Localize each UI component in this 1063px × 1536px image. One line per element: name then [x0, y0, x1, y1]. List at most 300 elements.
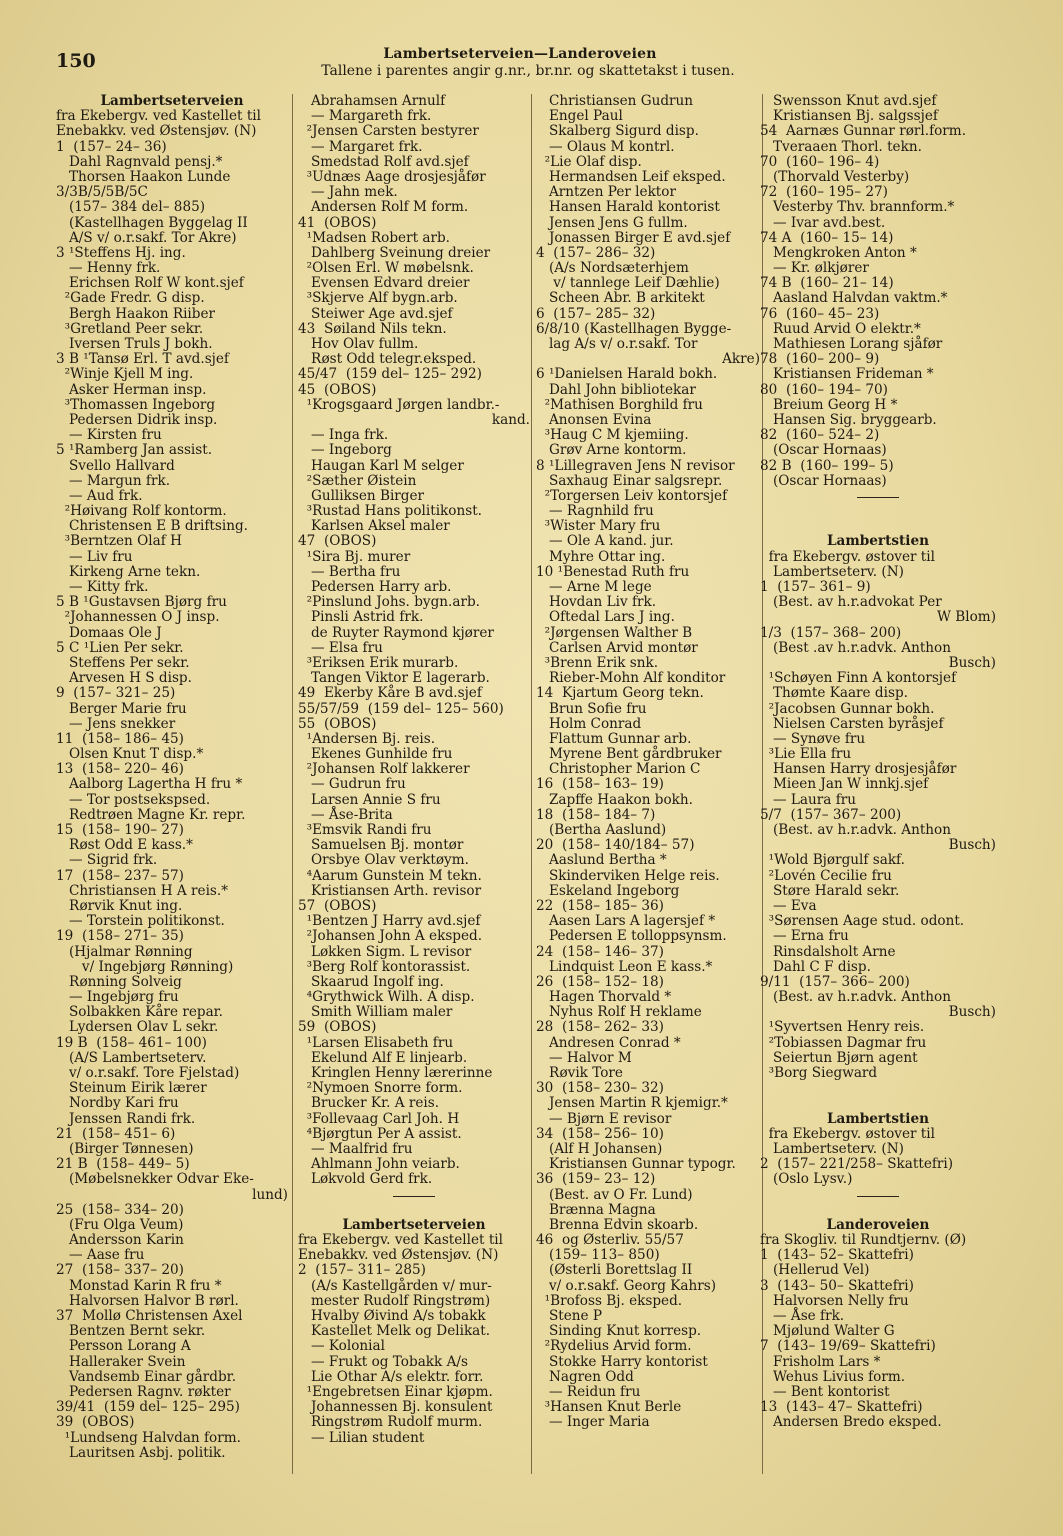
directory-line: — Kitty frk.: [56, 579, 149, 595]
directory-line: — Jens snekker: [56, 715, 176, 732]
directory-line: Vesterby Thv. brannform.*: [760, 199, 955, 216]
directory-line: (Alf H Johansen): [536, 1140, 663, 1157]
directory-line: [760, 1081, 996, 1096]
directory-line: Lambertseterv. (N): [760, 563, 904, 580]
directory-line: 34 (158– 256– 10): [536, 1125, 664, 1142]
directory-line: ³Berg Rolf kontorassist.: [298, 958, 471, 975]
directory-line: ²Torgersen Leiv kontorsjef: [536, 487, 728, 504]
directory-line: Hov Olav fullm.: [298, 336, 419, 352]
directory-line: Svello Hallvard: [56, 457, 175, 474]
directory-line: ¹Andersen Bj. reis.: [298, 730, 436, 747]
directory-line: 6 ¹Danielsen Harald bokh.: [536, 366, 718, 383]
directory-line: ²Jørgensen Walther B: [536, 624, 693, 641]
page-title: Lambertseterveien—Landeroveien: [383, 46, 657, 62]
directory-line: Vandsemb Einar gårdbr.: [56, 1368, 237, 1385]
directory-line: Evensen Edvard dreier: [298, 275, 470, 292]
directory-line: 13 (158– 220– 46): [56, 761, 184, 778]
directory-line: — Olaus M kontrl.: [536, 138, 675, 155]
directory-line: Ruud Arvid O elektr.*: [760, 320, 921, 337]
directory-line: ²Rydelius Arvid form.: [536, 1338, 692, 1355]
directory-line: 19 B (158– 461– 100): [56, 1034, 207, 1051]
directory-line: Dahl C F disp.: [760, 958, 871, 975]
directory-line: Busch): [948, 837, 996, 854]
directory-line: 5 ¹Ramberg Jan assist.: [56, 442, 213, 459]
directory-line: Halvorsen Halvor B rørl.: [56, 1292, 239, 1309]
directory-line: Kristiansen Bj. salgssjef: [760, 108, 938, 125]
directory-line: 36 (159– 23– 12): [536, 1171, 656, 1188]
street-heading: Lambertseterveien: [342, 1216, 486, 1233]
directory-line: ³Rustad Hans politikonst.: [298, 503, 482, 520]
directory-line: ²Nymoen Snorre form.: [298, 1080, 463, 1097]
directory-line: A/S v/ o.r.sakf. Tor Akre): [56, 229, 237, 246]
directory-line: Anonsen Evina: [536, 411, 652, 428]
directory-line: kand.: [491, 411, 530, 428]
directory-line: Lauritsen Asbj. politik.: [56, 1444, 226, 1461]
directory-line: 37 Mollø Christensen Axel: [56, 1308, 243, 1324]
directory-line: ¹Syvertsen Henry reis.: [760, 1019, 925, 1036]
page-number: 150: [56, 50, 96, 72]
directory-line: ¹Sira Bj. murer: [298, 548, 411, 565]
directory-line: Bentzen Bernt sekr.: [56, 1323, 206, 1340]
directory-line: ²Lie Olaf disp.: [536, 153, 642, 170]
directory-line: Nielsen Carsten byråsjef: [760, 715, 944, 732]
directory-line: (Hjalmar Rønning: [56, 943, 193, 960]
directory-line: ⁴Grythwick Wilh. A disp.: [298, 989, 475, 1006]
directory-line: 5 C ¹Lien Per sekr.: [56, 639, 184, 656]
directory-line: — Torstein politikonst.: [56, 913, 225, 930]
directory-line: Myrene Bent gårdbruker: [536, 746, 722, 763]
directory-line: ³Udnæs Aage drosjesjåfør: [298, 168, 486, 185]
directory-line: Frisholm Lars *: [760, 1353, 881, 1370]
directory-line: Mjølund Walter G: [760, 1323, 895, 1340]
directory-line: ²Sæther Øistein: [298, 472, 417, 489]
directory-line: Engel Paul: [536, 108, 623, 125]
directory-line: Kristiansen Frideman *: [760, 366, 934, 383]
directory-line: Halvorsen Nelly fru: [760, 1292, 909, 1309]
directory-line: Andersen Bredo eksped.: [760, 1414, 942, 1431]
directory-line: — Sigrid frk.: [56, 852, 158, 869]
directory-line: Busch): [948, 654, 996, 671]
directory-line: 11 (158– 186– 45): [56, 730, 184, 747]
directory-line: — Elsa fru: [298, 639, 383, 656]
directory-line: — Inga frk.: [298, 427, 389, 444]
column-divider: [531, 94, 532, 1474]
directory-line: 3 ¹Steffens Hj. ing.: [56, 244, 186, 261]
directory-line: Røst Odd E kass.*: [56, 837, 193, 854]
directory-line: ²Olsen Erl. W møbelsnk.: [298, 260, 474, 277]
directory-line: 74 B (160– 21– 14): [760, 275, 894, 292]
directory-line: 76 (160– 45– 23): [760, 305, 880, 322]
directory-line: 5/7 (157– 367– 200): [760, 806, 902, 823]
directory-line: — Bertha fru: [298, 563, 401, 580]
directory-line: v/ o.r.sakf. Georg Kahrs): [536, 1277, 717, 1294]
directory-line: 21 B (158– 449– 5): [56, 1156, 190, 1173]
directory-line: 7 (143– 19/69– Skattefri): [760, 1338, 936, 1355]
directory-line: Brenna Edvin skoarb.: [536, 1216, 699, 1233]
directory-line: Hvalby Øivind A/s tobakk: [298, 1308, 486, 1324]
column-divider: [292, 94, 293, 1474]
separator: [298, 1188, 530, 1203]
directory-line: Brænna Magna: [536, 1201, 656, 1218]
directory-line: Hansen Harald kontorist: [536, 199, 720, 216]
directory-line: ²Mathisen Borghild fru: [536, 396, 703, 413]
directory-line: fra Skogliv. til Rundtjernv. (Ø): [760, 1232, 967, 1249]
directory-line: 45 (OBOS): [298, 381, 377, 398]
directory-line: ¹Brofoss Bj. eksped.: [536, 1292, 683, 1309]
directory-line: ³Emsvik Randi fru: [298, 822, 432, 838]
directory-line: Halleraker Svein: [56, 1353, 186, 1370]
directory-line: fra Ekebergv. ved Kastellet til: [56, 108, 261, 125]
directory-line: Enebakkv. ved Østensjøv. (N): [56, 123, 257, 140]
directory-line: [298, 1203, 530, 1218]
directory-line: Hansen Sig. bryggearb.: [760, 411, 937, 428]
directory-line: (Best .av h.r.advk. Anthon: [760, 639, 951, 656]
directory-line: Saxhaug Einar salgsrepr.: [536, 472, 723, 489]
directory-line: Orsbye Olav verktøym.: [298, 852, 469, 869]
directory-line: ²Tobiassen Dagmar fru: [760, 1034, 927, 1051]
directory-line: (Best. av h.r.advk. Anthon: [760, 822, 951, 838]
directory-line: Andresen Conrad *: [536, 1034, 681, 1051]
column-4: [760, 94, 996, 1431]
directory-line: — Bent kontorist: [760, 1383, 890, 1400]
directory-line: 82 (160– 524– 2): [760, 427, 880, 444]
directory-line: Haugan Karl M selger: [298, 457, 464, 474]
directory-line: Redtrøen Magne Kr. repr.: [56, 806, 246, 823]
directory-line: Breium Georg H *: [760, 396, 898, 413]
directory-line: 78 (160– 200– 9): [760, 351, 880, 368]
directory-line: 54 Aarnæs Gunnar rørl.form.: [760, 123, 967, 140]
directory-line: — Ingebjørg fru: [56, 989, 179, 1006]
directory-line: ²Høivang Rolf kontorm.: [56, 503, 227, 520]
directory-line: Ringstrøm Rudolf murm.: [298, 1414, 483, 1431]
directory-line: ¹Wold Bjørgulf sakf.: [760, 852, 905, 869]
directory-line: (A/s Kastellgården v/ mur-: [298, 1277, 492, 1294]
directory-line: 18 (158– 184– 7): [536, 806, 656, 823]
directory-line: Johannessen Bj. konsulent: [298, 1399, 493, 1416]
directory-line: 41 (OBOS): [298, 214, 377, 231]
directory-line: (Møbelsnekker Odvar Eke-: [56, 1171, 254, 1188]
directory-line: ³Sørensen Aage stud. odont.: [760, 913, 965, 930]
directory-line: Pedersen Harry arb.: [298, 579, 452, 595]
directory-line: Pedersen E tolloppsynsm.: [536, 928, 727, 945]
directory-line: — Åse-Brita: [298, 806, 393, 823]
directory-line: (Best. av h.r.advk. Anthon: [760, 989, 951, 1006]
directory-line: Skalberg Sigurd disp.: [536, 123, 699, 140]
directory-line: 30 (158– 230– 32): [536, 1080, 664, 1097]
directory-line: 59 (OBOS): [298, 1019, 377, 1036]
directory-line: 24 (158– 146– 37): [536, 943, 664, 960]
directory-line: W Blom): [936, 609, 996, 626]
directory-line: Andersen Rolf M form.: [298, 199, 469, 216]
directory-line: 21 (158– 451– 6): [56, 1125, 176, 1142]
directory-line: 55 (OBOS): [298, 715, 377, 732]
directory-line: (Fru Olga Veum): [56, 1216, 184, 1233]
directory-line: 26 (158– 152– 18): [536, 973, 664, 990]
directory-line: Sinding Knut korresp.: [536, 1323, 702, 1340]
directory-line: ³Berntzen Olaf H: [56, 533, 182, 550]
directory-line: (Oscar Hornaas): [760, 442, 887, 459]
directory-line: Dahl Ragnvald pensj.*: [56, 153, 223, 170]
directory-line: (Birger Tønnesen): [56, 1140, 194, 1157]
directory-line: v/ o.r.sakf. Tore Fjelstad): [56, 1065, 240, 1081]
directory-line: Støre Harald sekr.: [760, 882, 900, 899]
directory-line: Ekenes Gunhilde fru: [298, 746, 453, 763]
directory-line: [760, 519, 996, 534]
directory-line: Steinum Eirik lærer: [56, 1080, 207, 1097]
directory-line: Nagren Odd: [536, 1368, 634, 1385]
directory-line: 25 (158– 334– 20): [56, 1201, 184, 1218]
directory-line: 46 og Østerliv. 55/57: [536, 1232, 684, 1249]
directory-line: Monstad Karin R fru *: [56, 1277, 222, 1294]
directory-line: Hansen Harry drosjesjåfør: [760, 761, 957, 778]
directory-line: Eskeland Ingeborg: [536, 882, 680, 899]
directory-line: Brucker Kr. A reis.: [298, 1095, 440, 1112]
directory-line: Myhre Ottar ing.: [536, 548, 666, 565]
directory-line: — Synøve fru: [760, 730, 866, 747]
directory-line: (Kastellhagen Byggelag II: [56, 214, 248, 231]
directory-line: Pinsli Astrid frk.: [298, 609, 424, 626]
directory-line: Wehus Livius form.: [760, 1368, 906, 1385]
directory-line: Mengkroken Anton *: [760, 244, 917, 261]
directory-line: Olsen Knut T disp.*: [56, 746, 204, 763]
directory-line: Hovdan Liv frk.: [536, 594, 657, 611]
directory-line: Kirkeng Arne tekn.: [56, 563, 201, 580]
directory-line: Pedersen Didrik insp.: [56, 411, 218, 428]
directory-line: Rinsdalsholt Arne: [760, 943, 896, 960]
street-heading: Lambertstien: [827, 1110, 929, 1127]
directory-line: Stokke Harry kontorist: [536, 1353, 708, 1370]
directory-line: Flattum Gunnar arb.: [536, 730, 692, 747]
directory-line: lag A/s v/ o.r.sakf. Tor: [536, 336, 698, 352]
directory-line: Smith William maler: [298, 1004, 453, 1021]
directory-line: Rieber-Mohn Alf konditor: [536, 670, 726, 687]
directory-line: — Jahn mek.: [298, 184, 398, 201]
directory-line: Nyhus Rolf H reklame: [536, 1004, 702, 1021]
directory-line: — Inger Maria: [536, 1414, 650, 1431]
directory-line: Dahl John bibliotekar: [536, 381, 696, 398]
directory-line: Aasland Halvdan vaktm.*: [760, 290, 948, 307]
directory-line: 82 B (160– 199– 5): [760, 457, 894, 474]
directory-line: (Bertha Aaslund): [536, 822, 667, 838]
directory-line: [760, 1203, 996, 1218]
directory-line: 15 (158– 190– 27): [56, 822, 184, 838]
directory-line: ¹Engebretsen Einar kjøpm.: [298, 1383, 493, 1400]
directory-line: — Margaret frk.: [298, 138, 423, 155]
directory-line: — Lilian student: [298, 1429, 425, 1446]
directory-line: ³Skjerve Alf bygn.arb.: [298, 290, 458, 307]
directory-line: 6 (157– 285– 32): [536, 305, 656, 322]
directory-line: 28 (158– 262– 33): [536, 1019, 664, 1036]
directory-line: ³Eriksen Erik murarb.: [298, 654, 459, 671]
directory-line: Busch): [948, 1004, 996, 1021]
directory-line: Arntzen Per lektor: [536, 184, 676, 201]
directory-line: fra Ekebergv. østover til: [760, 548, 935, 565]
directory-line: Holm Conrad: [536, 715, 642, 732]
directory-line: fra Ekebergv. østover til: [760, 1125, 935, 1142]
directory-line: fra Ekebergv. ved Kastellet til: [298, 1232, 503, 1249]
directory-line: 10 ¹Benestad Ruth fru: [536, 563, 690, 580]
directory-line: Dahlberg Sveinung dreier: [298, 244, 491, 261]
directory-line: — Reidun fru: [536, 1383, 641, 1400]
separator: [760, 489, 996, 504]
directory-line: Kristiansen Gunnar typogr.: [536, 1156, 736, 1173]
directory-line: Tangen Viktor E lagerarb.: [298, 670, 490, 687]
directory-line: Jenssen Randi frk.: [56, 1110, 196, 1127]
directory-line: Lambertseterv. (N): [760, 1140, 904, 1157]
directory-line: Aasen Lars A lagersjef *: [536, 913, 716, 930]
directory-line: lund): [252, 1186, 288, 1203]
directory-line: 1/3 (157– 368– 200): [760, 624, 902, 641]
directory-line: ²Johansen John A eksped.: [298, 928, 483, 945]
directory-line: 45/47 (159 del– 125– 292): [298, 366, 482, 383]
directory-line: — Kirsten fru: [56, 427, 162, 444]
directory-line: Røst Odd telegr.eksped.: [298, 351, 477, 368]
directory-line: — Ragnhild fru: [536, 503, 654, 520]
directory-line: 3 B ¹Tansø Erl. T avd.sjef: [56, 351, 229, 368]
directory-line: 27 (158– 337– 20): [56, 1262, 184, 1279]
directory-line: (A/s Nordsæterhjem: [536, 260, 689, 277]
directory-line: 16 (158– 163– 19): [536, 776, 664, 793]
directory-line: Seiertun Bjørn agent: [760, 1049, 918, 1066]
directory-line: (157– 384 del– 885): [56, 199, 206, 216]
directory-line: — Eva: [760, 897, 817, 914]
directory-line: — Erna fru: [760, 928, 849, 945]
directory-line: Steiwer Age avd.sjef: [298, 305, 453, 322]
directory-line: Jensen Martin R kjemigr.*: [536, 1095, 728, 1112]
street-heading: Lambertseterveien: [100, 93, 244, 109]
directory-line: ³Wister Mary fru: [536, 518, 661, 535]
directory-line: — Ingeborg: [298, 442, 392, 459]
directory-line: Steffens Per sekr.: [56, 654, 190, 671]
directory-line: Rønning Solveig: [56, 973, 182, 990]
directory-line: 80 (160– 194– 70): [760, 381, 888, 398]
directory-line: 6/8/10 (Kastellhagen Bygge-: [536, 320, 732, 337]
directory-line: de Ruyter Raymond kjører: [298, 624, 494, 641]
directory-line: Andersson Karin: [56, 1232, 184, 1249]
directory-line: 14 Kjartum Georg tekn.: [536, 685, 704, 702]
directory-line: ⁴Bjørgtun Per A assist.: [298, 1125, 462, 1142]
directory-line: Nordby Kari fru: [56, 1095, 179, 1112]
directory-line: ²Jacobsen Gunnar bokh.: [760, 700, 935, 717]
directory-line: Grøv Arne kontorm.: [536, 442, 687, 459]
directory-line: Abrahamsen Arnulf: [298, 93, 446, 109]
directory-line: Bergh Haakon Riiber: [56, 305, 216, 322]
directory-line: 9/11 (157– 366– 200): [760, 973, 910, 990]
directory-line: 20 (158– 140/184– 57): [536, 837, 695, 854]
directory-line: — Liv fru: [56, 548, 133, 565]
directory-line: 5 B ¹Gustavsen Bjørg fru: [56, 594, 227, 611]
directory-line: ¹Krogsgaard Jørgen landbr.-: [298, 396, 500, 413]
directory-line: — Aase fru: [56, 1247, 145, 1264]
column-1: [56, 94, 288, 1461]
directory-line: Thorsen Haakon Lunde: [56, 168, 231, 185]
directory-line: 72 (160– 195– 27): [760, 184, 888, 201]
directory-line: Karlsen Aksel maler: [298, 518, 450, 535]
directory-line: — Frukt og Tobakk A/s: [298, 1353, 468, 1370]
directory-line: Christiansen Gudrun: [536, 93, 694, 109]
directory-line: (159– 113– 850): [536, 1247, 660, 1264]
directory-line: ¹Bentzen J Harry avd.sjef: [298, 913, 481, 930]
directory-line: (Thorvald Vesterby): [760, 168, 910, 185]
directory-line: Mathiesen Lorang sjåfør: [760, 336, 943, 352]
directory-line: Smedstad Rolf avd.sjef: [298, 153, 469, 170]
directory-line: (A/S Lambertseterv.: [56, 1049, 207, 1066]
directory-line: 39/41 (159 del– 125– 295): [56, 1399, 240, 1416]
directory-line: [760, 1096, 996, 1111]
directory-line: 13 (143– 47– Skattefri): [760, 1399, 923, 1416]
directory-line: Asker Herman insp.: [56, 381, 207, 398]
directory-line: ⁴Aarum Gunstein M tekn.: [298, 867, 482, 884]
directory-line: Christensen E B driftsing.: [56, 518, 248, 535]
directory-line: Lindquist Leon E kass.*: [536, 958, 713, 975]
directory-line: — Bjørn E revisor: [536, 1110, 672, 1127]
directory-line: 17 (158– 237– 57): [56, 867, 184, 884]
directory-line: ³Follevaag Carl Joh. H: [298, 1110, 460, 1127]
directory-line: Ahlmann John veiarb.: [298, 1156, 460, 1173]
directory-line: (Best. av O Fr. Lund): [536, 1186, 693, 1203]
directory-line: ³Borg Siegward: [760, 1065, 878, 1081]
separator: [760, 1188, 996, 1203]
directory-line: Erichsen Rolf W kont.sjef: [56, 275, 244, 292]
directory-line: ¹Lundseng Halvdan form.: [56, 1429, 241, 1446]
directory-line: Persson Lorang A: [56, 1338, 191, 1355]
directory-line: 3/3B/5/5B/5C: [56, 184, 148, 201]
directory-line: Berger Marie fru: [56, 700, 187, 717]
directory-line: Skaarud Ingolf ing.: [298, 973, 444, 990]
directory-line: Thømte Kaare disp.: [760, 685, 908, 702]
column-2: [298, 94, 530, 1446]
directory-line: — Tor postsekspsed.: [56, 791, 211, 808]
directory-line: Rørvik Knut ing.: [56, 897, 183, 914]
directory-line: Mieen Jan W innkj.sjef: [760, 776, 929, 793]
directory-line: — Margun frk.: [56, 472, 171, 489]
directory-line: Larsen Annie S fru: [298, 791, 441, 808]
directory-line: 74 A (160– 15– 14): [760, 229, 894, 246]
directory-line: Ekelund Alf E linjearb.: [298, 1049, 468, 1066]
directory-line: 3 (143– 50– Skattefri): [760, 1277, 914, 1294]
directory-line: Jensen Jens G fullm.: [536, 214, 688, 231]
directory-line: ²Jensen Carsten bestyrer: [298, 123, 479, 140]
directory-line: Oftedal Lars J ing.: [536, 609, 675, 626]
directory-line: 43 Søiland Nils tekn.: [298, 320, 447, 337]
directory-line: Skinderviken Helge reis.: [536, 867, 720, 884]
directory-line: Kringlen Henny lærerinne: [298, 1065, 493, 1081]
directory-line: — Laura fru: [760, 791, 856, 808]
directory-line: 1 (143– 52– Skattefri): [760, 1247, 914, 1264]
directory-line: ²Lovén Cecilie fru: [760, 867, 892, 884]
directory-line: Lydersen Olav L sekr.: [56, 1019, 219, 1036]
directory-line: ¹Larsen Elisabeth fru: [298, 1034, 454, 1051]
directory-line: Scheen Abr. B arkitekt: [536, 290, 705, 307]
directory-line: 19 (158– 271– 35): [56, 928, 184, 945]
directory-line: (Hellerud Vel): [760, 1262, 870, 1279]
directory-line: Røvik Tore: [536, 1065, 623, 1081]
directory-line: (Oslo Lysv.): [760, 1171, 853, 1188]
directory-line: ³Gretland Peer sekr.: [56, 320, 204, 337]
directory-line: — Arne M lege: [536, 579, 652, 595]
directory-line: Enebakkv. ved Østensjøv. (N): [298, 1247, 499, 1264]
directory-line: 57 (OBOS): [298, 897, 377, 914]
directory-line: ³Haug C M kjemiing.: [536, 427, 689, 444]
directory-line: ²Johannessen O J insp.: [56, 609, 220, 626]
directory-line: 39 (OBOS): [56, 1414, 135, 1431]
directory-line: 8 ¹Lillegraven Jens N revisor: [536, 457, 735, 474]
directory-line: Pedersen Ragnv. røkter: [56, 1383, 231, 1400]
directory-line: 49 Ekerby Kåre B avd.sjef: [298, 685, 482, 702]
directory-line: ¹Madsen Robert arb.: [298, 229, 450, 246]
directory-line: 47 (OBOS): [298, 533, 377, 550]
directory-line: Samuelsen Bj. montør: [298, 837, 464, 854]
